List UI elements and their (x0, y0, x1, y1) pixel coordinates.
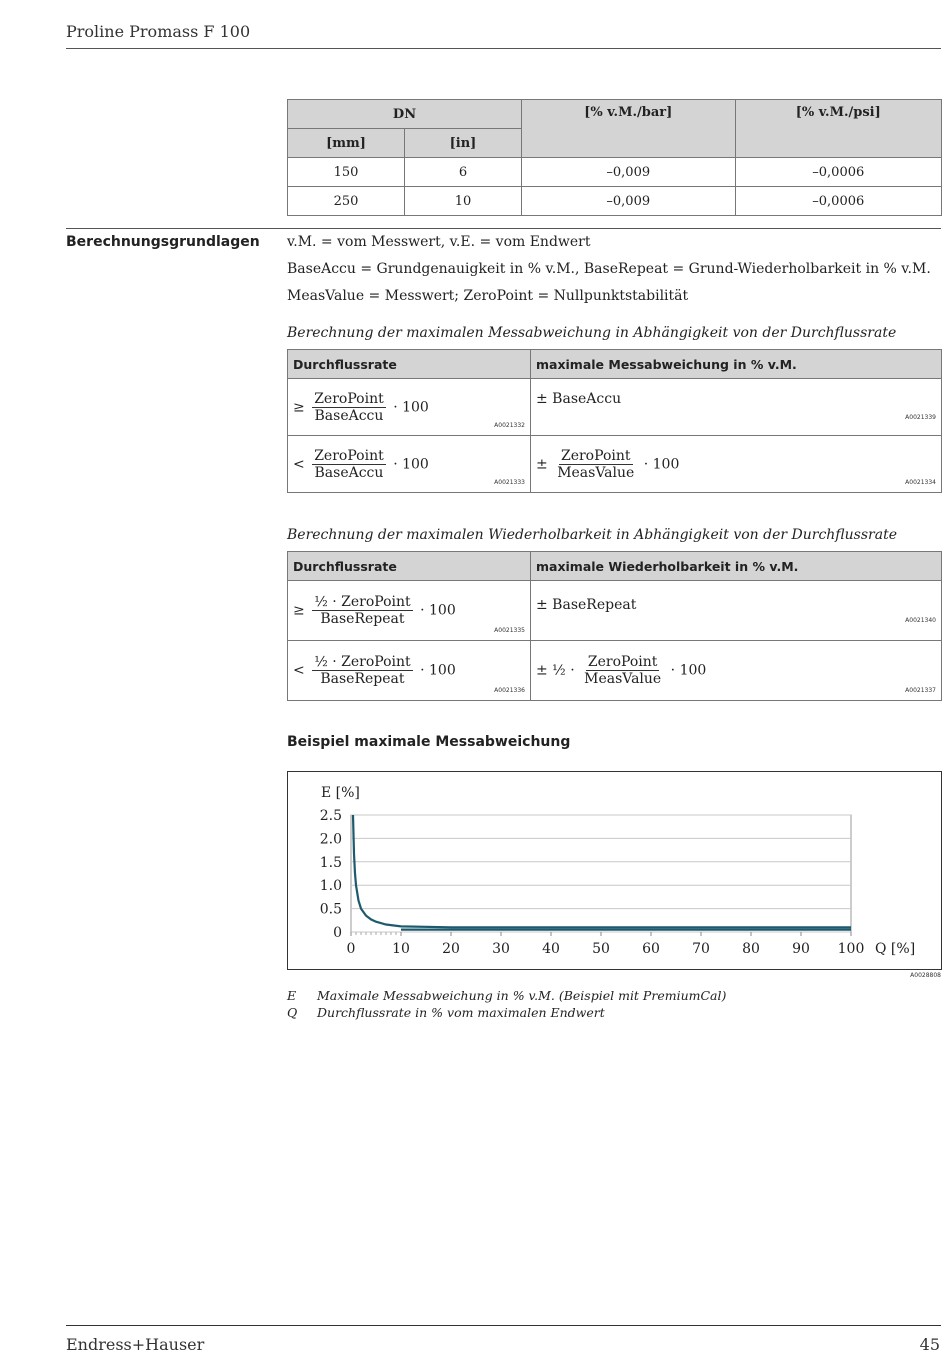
table-row (288, 641, 942, 701)
multiplier: · 100 (670, 662, 707, 679)
multiplier: · 100 (393, 456, 429, 472)
cell-mm: 250 (288, 187, 405, 216)
multiplier: · 100 (393, 399, 429, 415)
cell-in: 6 (405, 158, 522, 187)
legend-symbol: Q (287, 1005, 298, 1020)
figure-code: A0021332 (494, 422, 525, 429)
result-text: ± BaseRepeat (536, 596, 637, 613)
result-cell (531, 581, 942, 641)
figure-code: A0021333 (494, 479, 525, 486)
col-flowrate: Durchflussrate (288, 350, 531, 379)
numerator: ZeroPoint (587, 654, 658, 670)
col-psi: [% v.M./psi] (735, 100, 941, 158)
x-tick-label: 40 (542, 941, 560, 957)
operator: ± ½ · (536, 662, 575, 679)
figure-code: A0021334 (905, 479, 936, 486)
result-cell (531, 641, 942, 701)
result-cell (531, 436, 942, 493)
col-in: [in] (405, 129, 522, 158)
operator: < (293, 662, 305, 679)
document-title: Proline Promass F 100 (66, 22, 251, 41)
multiplier: · 100 (420, 602, 456, 619)
denominator: BaseRepeat (320, 671, 405, 687)
denominator: MeasValue (584, 671, 662, 687)
cell-bar: –0,009 (522, 158, 736, 187)
numerator: ZeroPoint (314, 390, 384, 407)
definition-line: MeasValue = Messwert; ZeroPoint = Nullpunktstabilität (287, 288, 689, 304)
col-max-repeat: maximale Wiederholbarkeit in % v.M. (531, 552, 942, 581)
denominator: BaseRepeat (320, 611, 405, 627)
cell-mm: 150 (288, 158, 405, 187)
operator: ≥ (293, 399, 305, 415)
denominator: BaseAccu (314, 407, 384, 424)
plot-area (351, 815, 851, 932)
cell-psi: –0,0006 (735, 158, 941, 187)
fraction (555, 448, 636, 481)
table-row (288, 581, 942, 641)
table-row (288, 436, 942, 493)
denominator: BaseAccu (314, 464, 384, 481)
x-tick-label: 20 (442, 941, 460, 957)
y-axis-label: E [%] (321, 785, 360, 801)
legend-text: Durchflussrate in % vom maximalen Endwert (317, 1005, 605, 1020)
denominator: MeasValue (557, 464, 635, 481)
y-tick-label: 1.0 (319, 878, 342, 895)
numerator: ZeroPoint (314, 447, 384, 464)
cell-bar: –0,009 (522, 187, 736, 216)
figure-code: A0021337 (905, 687, 936, 694)
example-title: Beispiel maximale Messabweichung (287, 734, 571, 750)
operator: ≥ (293, 602, 305, 619)
col-dn: DN (288, 100, 522, 129)
multiplier: · 100 (420, 662, 456, 679)
x-tick-label: 90 (792, 941, 810, 957)
fraction (312, 594, 412, 627)
table-row (288, 187, 942, 216)
section-label: Berechnungsgrundlagen (66, 234, 260, 250)
x-tick-label: 30 (492, 941, 510, 957)
formula-cell (288, 641, 531, 701)
col-bar: [% v.M./bar] (522, 100, 736, 158)
x-tick-label: 70 (692, 941, 710, 957)
fraction (312, 448, 386, 481)
x-tick-label: 50 (592, 941, 610, 957)
numerator: ZeroPoint (560, 447, 631, 464)
section-divider (66, 228, 941, 229)
numerator: ½ · ZeroPoint (314, 654, 411, 670)
operator: < (293, 456, 305, 472)
header-divider (66, 48, 941, 49)
x-tick-label: 0 (346, 941, 356, 957)
numerator: ½ · ZeroPoint (314, 594, 411, 610)
x-tick-label: 100 (837, 941, 865, 957)
cell-psi: –0,0006 (735, 187, 941, 216)
formula-cell (288, 379, 531, 436)
figure-code: A0021340 (905, 617, 936, 624)
operator: ± (536, 456, 548, 472)
error-chart (288, 772, 941, 969)
col-mm: [mm] (288, 129, 405, 158)
figure-code: A0021335 (494, 627, 525, 634)
legend-item (287, 988, 726, 1003)
col-flowrate: Durchflussrate (288, 552, 531, 581)
fraction (312, 391, 386, 424)
repeat-caption: Berechnung der maximalen Wiederholbarkeit in Abhängigkeit von der Durchflussrate (287, 527, 897, 543)
fraction (312, 654, 412, 687)
chart-frame (287, 771, 942, 970)
legend-symbol: E (287, 988, 297, 1003)
x-tick-label: 80 (742, 941, 760, 957)
page-number: 45 (919, 1335, 940, 1354)
footer-divider (66, 1325, 941, 1326)
result-text: ± BaseAccu (536, 391, 622, 407)
result-cell (531, 379, 942, 436)
figure-code: A0021339 (905, 414, 936, 421)
formula-cell (288, 581, 531, 641)
error-curve (353, 815, 851, 927)
cell-in: 10 (405, 187, 522, 216)
footer-brand: Endress+Hauser (66, 1335, 205, 1354)
definition-line: BaseAccu = Grundgenauigkeit in % v.M., BaseRepeat = Grund-Wiederholbarkeit in % v.M. (287, 261, 931, 277)
figure-code: A0028808 (910, 972, 941, 979)
legend-text: Maximale Messabweichung in % v.M. (Beispiel mit PremiumCal) (317, 988, 727, 1003)
accuracy-table (287, 349, 942, 493)
table-row (288, 379, 942, 436)
formula-cell (288, 436, 531, 493)
y-tick-label: 2.0 (319, 831, 342, 848)
definition-line: v.M. = vom Messwert, v.E. = vom Endwert (287, 234, 591, 250)
y-tick-label: 0.5 (319, 901, 342, 918)
accuracy-caption: Berechnung der maximalen Messabweichung in Abhängigkeit von der Durchflussrate (287, 325, 897, 341)
y-tick-label: 0 (333, 925, 342, 941)
legend-item (287, 1005, 605, 1020)
pressure-effect-table (287, 99, 942, 216)
fraction (582, 654, 663, 687)
multiplier: · 100 (643, 456, 680, 472)
x-tick-label: 60 (642, 941, 660, 957)
x-axis-label: Q [%] (875, 941, 916, 957)
figure-code: A0021336 (494, 687, 525, 694)
y-tick-label: 1.5 (319, 854, 342, 871)
y-tick-label: 2.5 (319, 808, 342, 824)
table-row (288, 158, 942, 187)
col-max-error: maximale Messabweichung in % v.M. (531, 350, 942, 379)
x-tick-label: 10 (392, 941, 410, 957)
repeatability-table (287, 551, 942, 701)
